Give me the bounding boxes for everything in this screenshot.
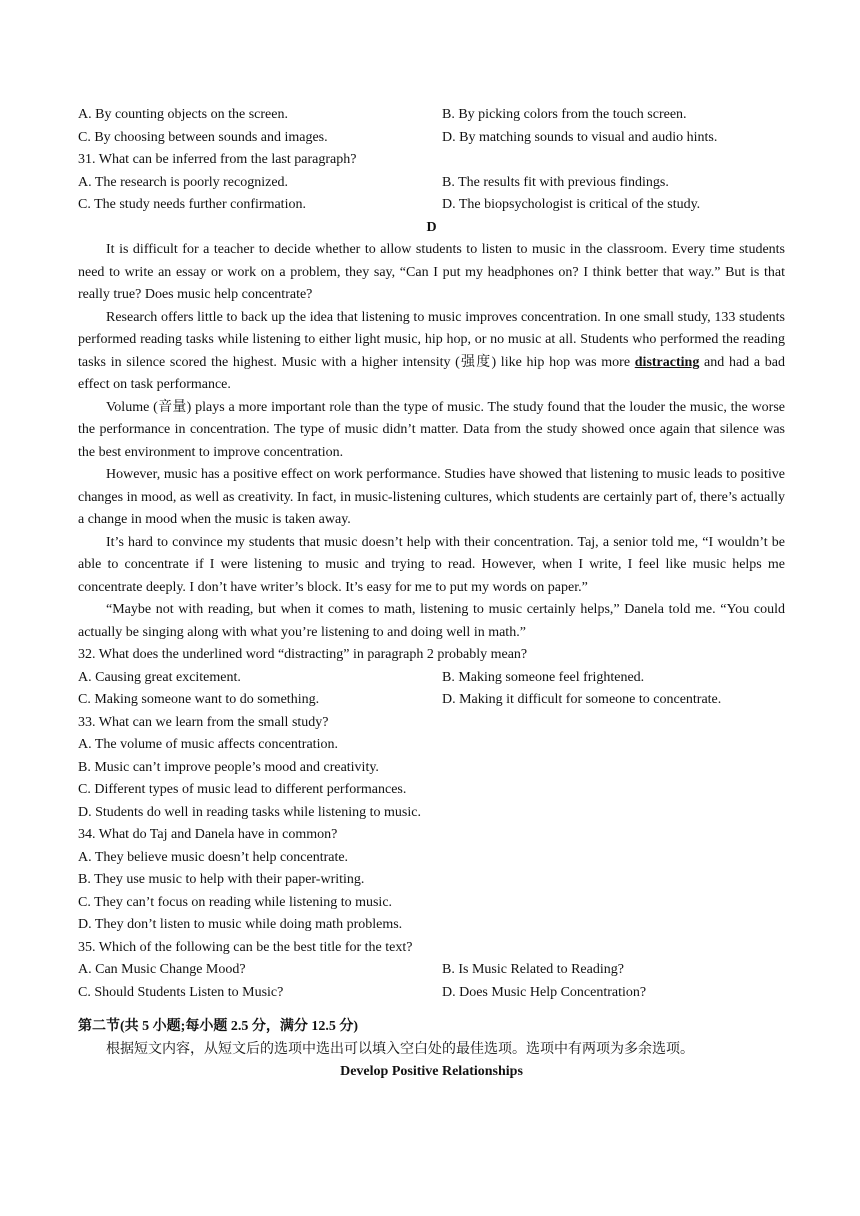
- q30-option-c: C. By choosing between sounds and images.: [78, 129, 328, 145]
- q35-option-c: C. Should Students Listen to Music?: [78, 984, 284, 1000]
- q35-options-row-1: [78, 959, 785, 982]
- paragraph-2-text-after: and had a bad effect on task performance.: [78, 354, 785, 392]
- q33-option-a: A. The volume of music affects concentration.: [78, 737, 338, 752]
- q35-question: 35. Which of the following can be the best title for the text?: [78, 939, 413, 955]
- section-2-instruction: 根据短文内容，从短文后的选项中选出可以填入空白处的最佳选项。选项中有两项为多余选项。: [106, 1041, 694, 1057]
- q31-options-row-2: [78, 194, 785, 217]
- passage-d-paragraph-5: It’s hard to convince my students that music doesn’t help with their concentration. Taj, a senior told me, “I wouldn’t be able to concentrate if I were listening to music and trying to read. However, when I write, I feel like music helps me concentrate deeply. I don’t have writer’s block. It’s easy for me to put my words on paper.”: [78, 534, 785, 595]
- q32-options-row-2: [78, 689, 785, 712]
- q31-option-d: D. The biopsychologist is critical of the study.: [442, 197, 701, 212]
- q33-question: 33. What can we learn from the small study?: [78, 714, 329, 730]
- q32-option-a: A. Causing great excitement.: [78, 669, 241, 685]
- q31-option-b: B. The results fit with previous findings.: [442, 174, 669, 190]
- q30-options-row-1: [78, 104, 785, 127]
- q32-option-b: B. Making someone feel frightened.: [442, 669, 645, 685]
- passage-d-letter: D: [426, 219, 437, 235]
- q32-options-row-1: [78, 667, 785, 690]
- q30-option-a: A. By counting objects on the screen.: [78, 107, 288, 122]
- q33-option-b: B. Music can’t improve people’s mood and creativity.: [78, 759, 379, 775]
- q32-option-c: C. Making someone want to do something.: [78, 692, 320, 707]
- q34-option-d: D. They don’t listen to music while doing math problems.: [78, 917, 403, 932]
- q31-option-a: A. The research is poorly recognized.: [78, 174, 289, 190]
- underlined-word-distracting: distracting: [634, 354, 700, 370]
- q35-option-a: A. Can Music Change Mood?: [78, 962, 246, 977]
- passage-d-paragraph-3: Volume (音量) plays a more important role than the type of music. The study found that the louder the music, the worse the performance in concentration. The type of music didn’t matter. Data from the study showed once again that silence was the best environment to improve concentration.: [78, 399, 785, 460]
- q34-option-b: B. They use music to help with their paper-writing.: [78, 872, 365, 887]
- passage-d-paragraph-4: However, music has a positive effect on work performance. Studies have showed that listening to music leads to positive changes in mood, as well as creativity. In fact, in music-listening cultures, which students are certainly part of, there’s actually a change in mood when the music is taken away.: [78, 467, 785, 527]
- section-2-heading: 第二节(共 5 小题;每小题 2.5 分，满分 12.5 分): [78, 1019, 358, 1034]
- q35-options-row-2: [78, 982, 785, 1005]
- q34-option-a: A. They believe music doesn’t help concentrate.: [78, 849, 349, 865]
- passage-d-paragraph-1: It is difficult for a teacher to decide whether to allow students to listen to music in the classroom. Every time students need to write an essay or work on a problem, they say, “Can I put my headphones on? I think better that way.” But is that really true? Does music help concentrate?: [78, 242, 785, 302]
- q31-options-row-1: [78, 172, 785, 195]
- q32-option-d: D. Making it difficult for someone to concentrate.: [442, 692, 722, 707]
- q30-option-d: D. By matching sounds to visual and audio hints.: [442, 129, 718, 145]
- passage-d-paragraph-6: “Maybe not with reading, but when it comes to math, listening to music certainly helps,” Danela told me. “You could actually be singing along with what you’re listening to and doing well in math.”: [78, 602, 785, 640]
- section-2-passage-title: Develop Positive Relationships: [340, 1064, 523, 1079]
- q32-question: 32. What does the underlined word “distracting” in paragraph 2 probably mean?: [78, 647, 528, 662]
- exam-page: [78, 104, 785, 1084]
- q30-option-b: B. By picking colors from the touch screen.: [442, 107, 687, 122]
- passage-d-paragraph-2: [78, 307, 785, 397]
- paragraph-2-text-before: Research offers little to back up the idea that listening to music improves concentration. In one small study, 133 students performed reading tasks while listening to either light music, hip hop, or no music at all. Students who performed the reading tasks in silence scored the highest. Music with a higher intensity (强度) like hip hop was more: [78, 309, 785, 370]
- q33-option-d: D. Students do well in reading tasks while listening to music.: [78, 804, 421, 820]
- q34-option-c: C. They can’t focus on reading while listening to music.: [78, 894, 393, 910]
- q31-question: 31. What can be inferred from the last paragraph?: [78, 152, 357, 167]
- q33-option-c: C. Different types of music lead to different performances.: [78, 782, 407, 797]
- q35-option-b: B. Is Music Related to Reading?: [442, 962, 624, 977]
- q31-option-c: C. The study needs further confirmation.: [78, 197, 306, 212]
- q34-question: 34. What do Taj and Danela have in common?: [78, 827, 338, 842]
- q35-option-d: D. Does Music Help Concentration?: [442, 984, 647, 1000]
- q30-options-row-2: [78, 127, 785, 150]
